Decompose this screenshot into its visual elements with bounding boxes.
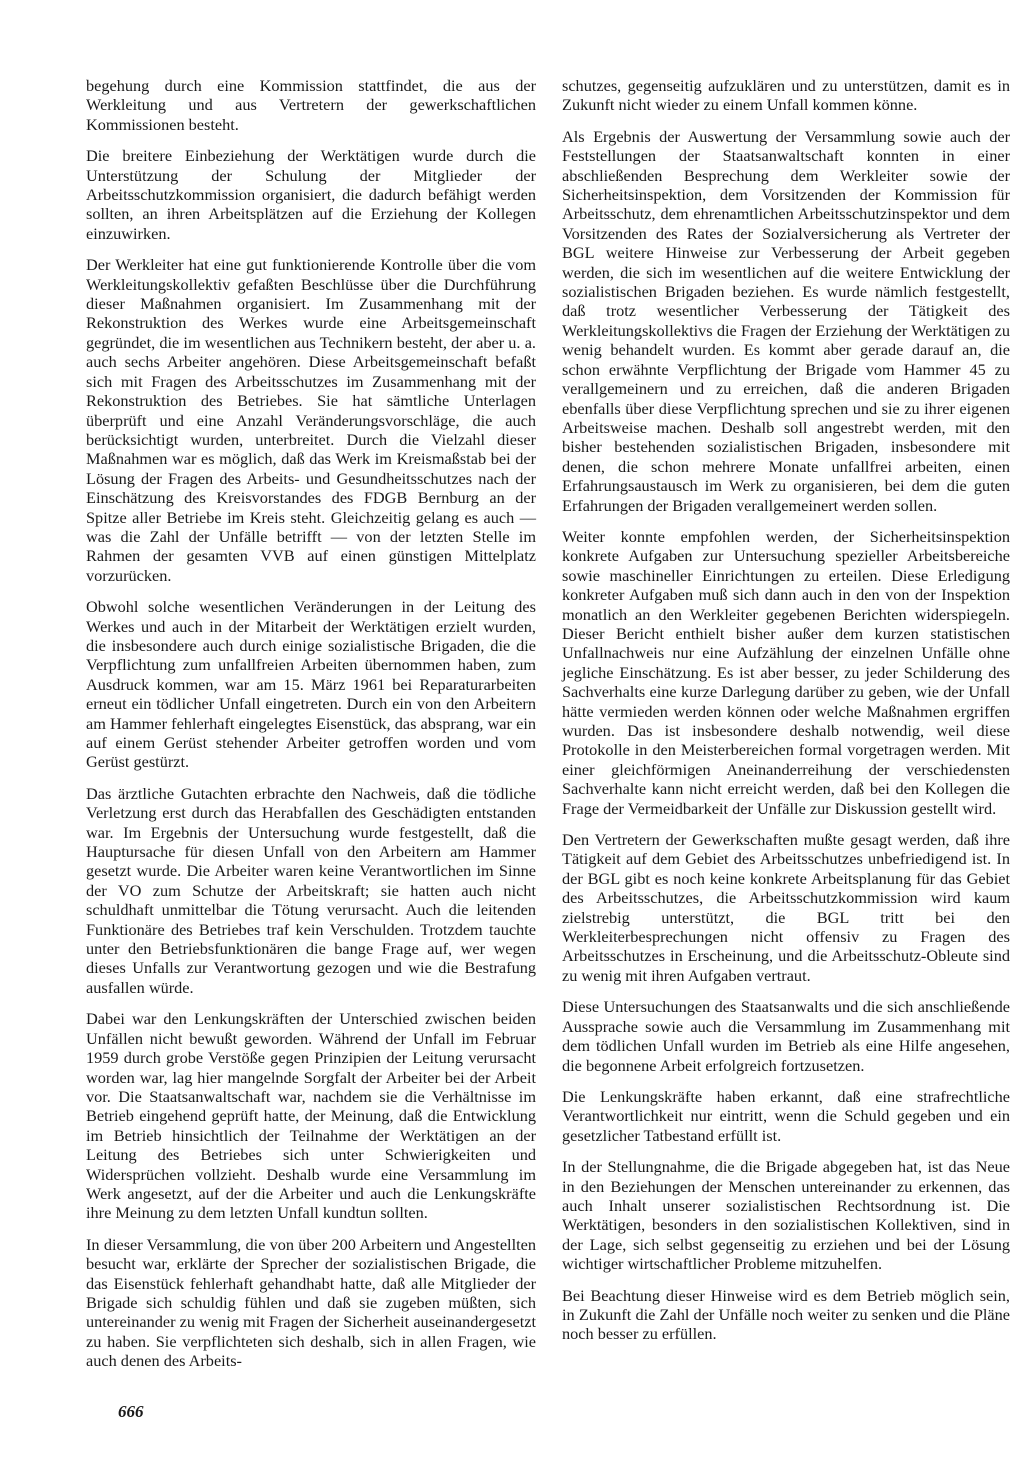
paragraph: In der Stellungnahme, die die Brigade abgegeben hat, ist das Neue in den Beziehungen der Menschen untereinander zu erkennen, das auch Inhalt unserer sozialistischen Rechtsordnung ist. Die Werktätigen, besonders in den sozialistischen Kollektiven, sind in der Lage, sich selbst gegenseitig zu erziehen und bei der Lösung wichtiger wirtschaftlicher Probleme mitzuhelfen. xyxy=(562,1157,1010,1274)
paragraph: begehung durch eine Kommission stattfindet, die aus der Werkleitung und aus Vertretern der gewerkschaftlichen Kommissionen besteht. xyxy=(86,76,536,134)
left-column xyxy=(86,76,536,1383)
paragraph: schutzes, gegenseitig aufzuklären und zu unterstützen, damit es in Zukunft nicht wieder zu einem Unfall kommen könne. xyxy=(562,76,1010,115)
paragraph: Die Lenkungskräfte haben erkannt, daß eine strafrechtliche Verantwortlichkeit nur eintritt, wenn die Schuld gegeben und ein gesetzlicher Tatbestand erfüllt ist. xyxy=(562,1086,1010,1145)
paragraph: Als Ergebnis der Auswertung der Versammlung sowie auch der Feststellungen der Staatsanwaltschaft konnten in einer abschließenden Besprechung dem Werkleiter sowie der Sicherheitsinspektion, dem Vorsitzenden der Kommission für Arbeitsschutz, dem ehrenamtlichen Arbeitsschutzinspektor und dem Vorsitzenden des Rates der Sozialversicherung als Vertreter der BGL weitere Hinweise zur Verbesserung der Arbeit gegeben werden, die sich im wesentlichen auf die weitere Entwicklung der sozialistischen Brigaden beziehen. Es wurde nämlich festgestellt, daß trotz wesentlicher Verbesserung der Tätigkeit des Werkleitungskollektivs die Fragen der Erziehung der Werktätigen zu wenig behandelt wurden. Es kommt aber gerade darauf an, die schon erwähnte Verpflichtung der Brigade vom Hammer 45 zu verallgemeinern und zu erreichen, daß die anderen Brigaden ebenfalls über diese Verpflichtung sprechen und sie zu ihrer eigenen Arbeitsweise machen. Deshalb soll angestrebt werden, mit den bisher bestehenden sozialistischen Brigaden, insbesondere mit denen, die schon mehrere Monate unfallfrei arbeiten, einen Erfahrungsaustausch im Werk zu organisieren, bei dem die guten Erfahrungen der Brigaden verallgemeinert werden sollen. xyxy=(562,126,1010,515)
paragraph: In dieser Versammlung, die von über 200 Arbeitern und Angestellten besucht war, erklärte der Sprecher der sozialistischen Brigade, die das Eisenstück fehlerhaft gehandhabt hatte, daß alle Mitglieder der Brigade sich schuldig fühlen und daß sie zugeben müßten, sich untereinander zu wenig mit Fragen der Sicherheit auseinandergesetzt zu haben. Sie verpflichteten sich deshalb, sich in allen Fragen, wie auch denen des Arbeits- xyxy=(86,1234,536,1371)
paragraph: Dabei war den Lenkungskräften der Unterschied zwischen beiden Unfällen nicht bewußt geworden. Während der Unfall im Februar 1959 durch grobe Verstöße gegen Prinzipien der Leitung verursacht worden war, lag hier mangelnde Sorgfalt der Arbeiter bei der Arbeit vor. Die Staatsanwaltschaft war, nachdem sie die Verhältnisse im Betrieb eingehend geprüft hatte, der Meinung, daß die Entwicklung im Betrieb hinsichtlich der Teilnahme der Werktätigen an der Leitung des Betriebes sich unter Schwierigkeiten und Widersprüchen vollzieht. Deshalb wurde eine Versammlung im Werk angesetzt, auf der die Arbeiter und auch die Lenkungskräfte ihre Meinung zu dem letzten Unfall kundtun sollten. xyxy=(86,1009,536,1223)
paragraph: Obwohl solche wesentlichen Veränderungen in der Leitung des Werkes und auch in der Mitarbeit der Werktätigen erzielt wurden, die insbesondere auch durch einige sozialistische Brigaden, die die Verpflichtung zum unfallfreien Arbeiten übernommen haben, zum Ausdruck kommen, war am 15. März 1961 bei Reparaturarbeiten erneut ein tödlicher Unfall eingetreten. Durch ein von den Arbeitern am Hammer fehlerhaft eingelegtes Eisenstück, das absprang, war ein auf einem Gerüst stehender Arbeiter getroffen worden und vom Gerüst gestürzt. xyxy=(86,597,536,772)
paragraph: Bei Beachtung dieser Hinweise wird es dem Betrieb möglich sein, in Zukunft die Zahl der Unfälle noch weiter zu senken und die Pläne noch besser zu erfüllen. xyxy=(562,1285,1010,1344)
paragraph: Den Vertretern der Gewerkschaften mußte gesagt werden, daß ihre Tätigkeit auf dem Gebiet des Arbeitsschutzes unbefriedigend ist. In der BGL gibt es noch keine konkrete Arbeitsplanung für das Gebiet des Arbeitsschutzes, die Arbeitsschutzkommission wird kaum zielstrebig unterstützt, die BGL tritt bei den Werkleiterbesprechungen nicht offensiv zu Fragen des Arbeitsschutzes in Erscheinung, und die Arbeitsschutz-Obleute sind zu wenig mit ihren Aufgaben vertraut. xyxy=(562,830,1010,985)
right-column xyxy=(562,76,1010,1356)
paragraph: Der Werkleiter hat eine gut funktionierende Kontrolle über die vom Werkleitungskollektiv gefaßten Beschlüsse über die Durchführung dieser Maßnahmen organisiert. Im Zusammenhang mit der Rekonstruktion des Werkes wurde eine Arbeitsgemeinschaft gegründet, die im wesentlichen aus Technikern besteht, der aber u. a. auch sechs Arbeiter angehören. Diese Arbeitsgemeinschaft befaßt sich mit Fragen des Arbeitsschutzes im Zusammenhang mit der Rekonstruktion des Betriebes. Sie hat sämtliche Unterlagen überprüft und eine Anzahl Veränderungsvorschläge, die auch berücksichtigt wurden, unterbreitet. Durch die Vielzahl dieser Maßnahmen war es möglich, daß das Werk im Kreismaßstab bei der Lösung der Fragen des Arbeits- und Gesundheitsschutzes nach der Einschätzung des Kreisvorstandes des FDGB Bernburg an der Spitze aller Betriebe im Kreis steht. Gleichzeitig gelang es auch — was die Zahl der Unfälle betrifft — von der letzten Stelle im Rahmen der gesamten VVB auf einen günstigen Mittelplatz vorzurücken. xyxy=(86,255,536,585)
paragraph: Diese Untersuchungen des Staatsanwalts und die sich anschließende Aussprache sowie auch die Versammlung im Zusammenhang mit dem tödlichen Unfall wurden im Betrieb als eine Hilfe angesehen, die begonnene Arbeit erfolgreich fortzusetzen. xyxy=(562,997,1010,1075)
paragraph: Weiter konnte empfohlen werden, der Sicherheitsinspektion konkrete Aufgaben zur Untersuchung spezieller Arbeitsbereiche sowie maschineller Einrichtungen zu erteilen. Diese Erledigung konkreter Aufgaben muß sich dann auch in den von der Inspektion monatlich an den Werkleiter gegebenen Berichten widerspiegeln. Dieser Bericht enthielt bisher außer dem kurzen statistischen Unfallnachweis nur eine Aufzählung der einzelnen Unfälle ohne jegliche Einschätzung. Es ist aber besser, zu jeder Schilderung des Sachverhalts eine kurze Darlegung darüber zu geben, wie der Unfall hätte vermieden werden können oder welche Maßnahmen ergriffen wurden. Das ist insbesondere deshalb notwendig, weil diese Protokolle in den Meisterbereichen formal vorgetragen werden. Mit einer gleichförmigen Aneinanderreihung der verschiedensten Sachverhalte kann nicht erreicht werden, daß bei den Kollegen die Frage der Vermeidbarkeit der Unfälle zur Diskussion gestellt wird. xyxy=(562,526,1010,818)
paragraph: Die breitere Einbeziehung der Werktätigen wurde durch die Unterstützung der Schulung der Mitglieder der Arbeitsschutzkommission organisiert, die dadurch befähigt werden sollten, an ihren Arbeitsplätzen auf die Erziehung der Kollegen einzuwirken. xyxy=(86,146,536,243)
paragraph: Das ärztliche Gutachten erbrachte den Nachweis, daß die tödliche Verletzung erst durch das Herabfallen des Geschädigten entstanden war. Im Ergebnis der Untersuchung wurde festgestellt, daß die Hauptursache für diesen Unfall von den Arbeitern am Hammer gesetzt wurde. Die Arbeiter waren keine Verantwortlichen im Sinne der VO zum Schutze der Arbeitskraft; sie hatten auch nicht schuldhaft unmittelbar die Tötung verursacht. Auch die leitenden Funktionäre des Betriebes traf kein Verschulden. Trotzdem tauchte unter den Betriebsfunktionären die bange Frage auf, wer wegen dieses Unfalls zur Verantwortung gezogen und wie die Bestrafung ausfallen würde. xyxy=(86,783,536,997)
page-number: 666 xyxy=(118,1402,144,1421)
